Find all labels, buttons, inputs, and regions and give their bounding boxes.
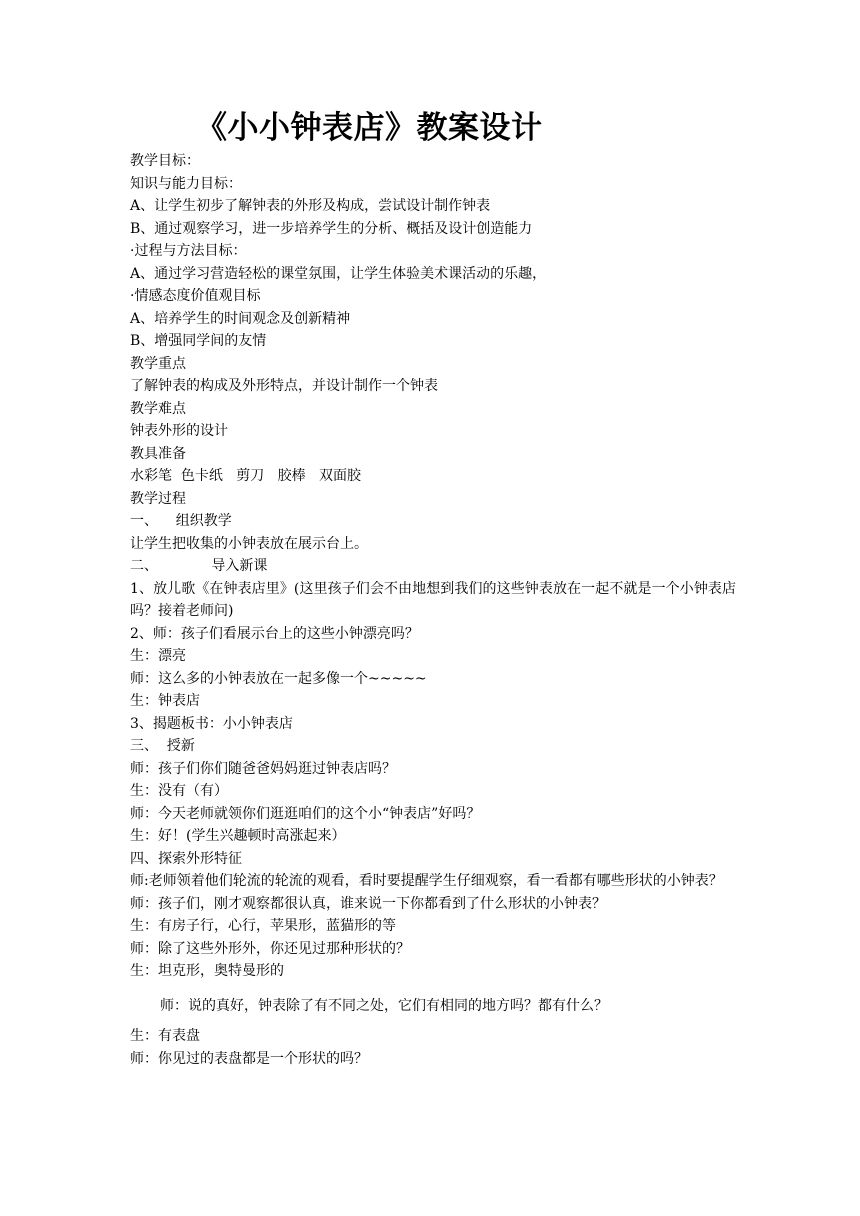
text-line: 2、师：孩子们看展示台上的这些小钟漂亮吗？ — [130, 625, 419, 642]
text-line: 生：钟表店 — [130, 693, 200, 709]
text-line: A、培养学生的时间观念及创新精神 — [130, 310, 351, 327]
text-line: 教具准备 — [130, 445, 186, 462]
text-line: 了解钟表的构成及外形特点，并设计制作一个钟表 — [130, 378, 438, 394]
text-line: 生：漂亮 — [130, 648, 186, 664]
document-body — [130, 150, 736, 1070]
text-line: ·过程与方法目标： — [130, 243, 247, 259]
text-line: 知识与能力目标： — [130, 175, 242, 192]
text-line: 师：除了这些外形外，你还见过那种形状的？ — [130, 940, 410, 957]
text-line: 教学目标： — [130, 153, 200, 169]
text-line: 师：孩子们你们随爸爸妈妈逛过钟表店吗？ — [130, 760, 396, 777]
text-line: 生：有表盘 — [130, 1028, 200, 1044]
text-line: 二、 导入新课 — [130, 558, 268, 574]
text-line: 3、揭题板书：小小钟表店 — [130, 715, 293, 732]
text-line: B、增强同学间的友情 — [130, 333, 267, 349]
text-line: 生：好！(学生兴趣顿时高涨起来） — [130, 828, 346, 844]
text-line: 钟表外形的设计 — [130, 423, 228, 439]
text-line: B、通过观察学习，进一步培养学生的分析、概括及设计创造能力 — [130, 220, 533, 237]
text-line: 生：没有（有） — [130, 783, 228, 799]
text-line: 师：孩子们，刚才观察都很认真，谁来说一下你都看到了什么形状的小钟表？ — [130, 895, 606, 912]
text-line: A、通过学习营造轻松的课堂氛围，让学生体验美术课活动的乐趣， — [130, 265, 547, 282]
text-line: 水彩笔 色卡纸 剪刀 胶棒 双面胶 — [130, 468, 361, 484]
text-line: 师：这么多的小钟表放在一起多像一个~~~~~ — [130, 670, 427, 687]
text-line: A、让学生初步了解钟表的外形及构成，尝试设计制作钟表 — [130, 198, 491, 214]
text-line: 生：坦克形，奥特曼形的 — [130, 963, 284, 979]
text-line: 师:老师领着他们轮流的轮流的观看，看时要提醒学生仔细观察，看一看都有哪些形状的小钟表？ — [130, 873, 723, 889]
text-line: ·情感态度价值观目标 — [130, 288, 261, 304]
document-title: 《小小钟表店》教案设计 — [196, 110, 543, 146]
text-line: 教学过程 — [130, 490, 186, 507]
text-line: 师：你见过的表盘都是一个形状的吗？ — [130, 1050, 368, 1067]
text-line: 师：说的真好，钟表除了有不同之处，它们有相同的地方吗？都有什么？ — [160, 997, 608, 1014]
text-line: 三、 授新 — [130, 738, 195, 754]
text-line: 让学生把收集的小钟表放在展示台上。 — [130, 535, 368, 552]
text-line: 1、放儿歌《在钟表店里》(这里孩子们会不由地想到我们的这些钟表放在一起不就是一个小钟表店吗？接着老师问) — [130, 580, 736, 619]
text-line: 一、 组织教学 — [130, 513, 232, 529]
text-line: 教学难点 — [130, 400, 186, 417]
text-line: 生：有房子行，心行，苹果形，蓝猫形的等 — [130, 918, 396, 934]
text-line: 四、探索外形特征 — [130, 850, 242, 867]
text-line: 教学重点 — [130, 355, 186, 372]
text-line: 师：今天老师就领你们逛逛咱们的这个小“钟表店”好吗？ — [130, 805, 481, 822]
